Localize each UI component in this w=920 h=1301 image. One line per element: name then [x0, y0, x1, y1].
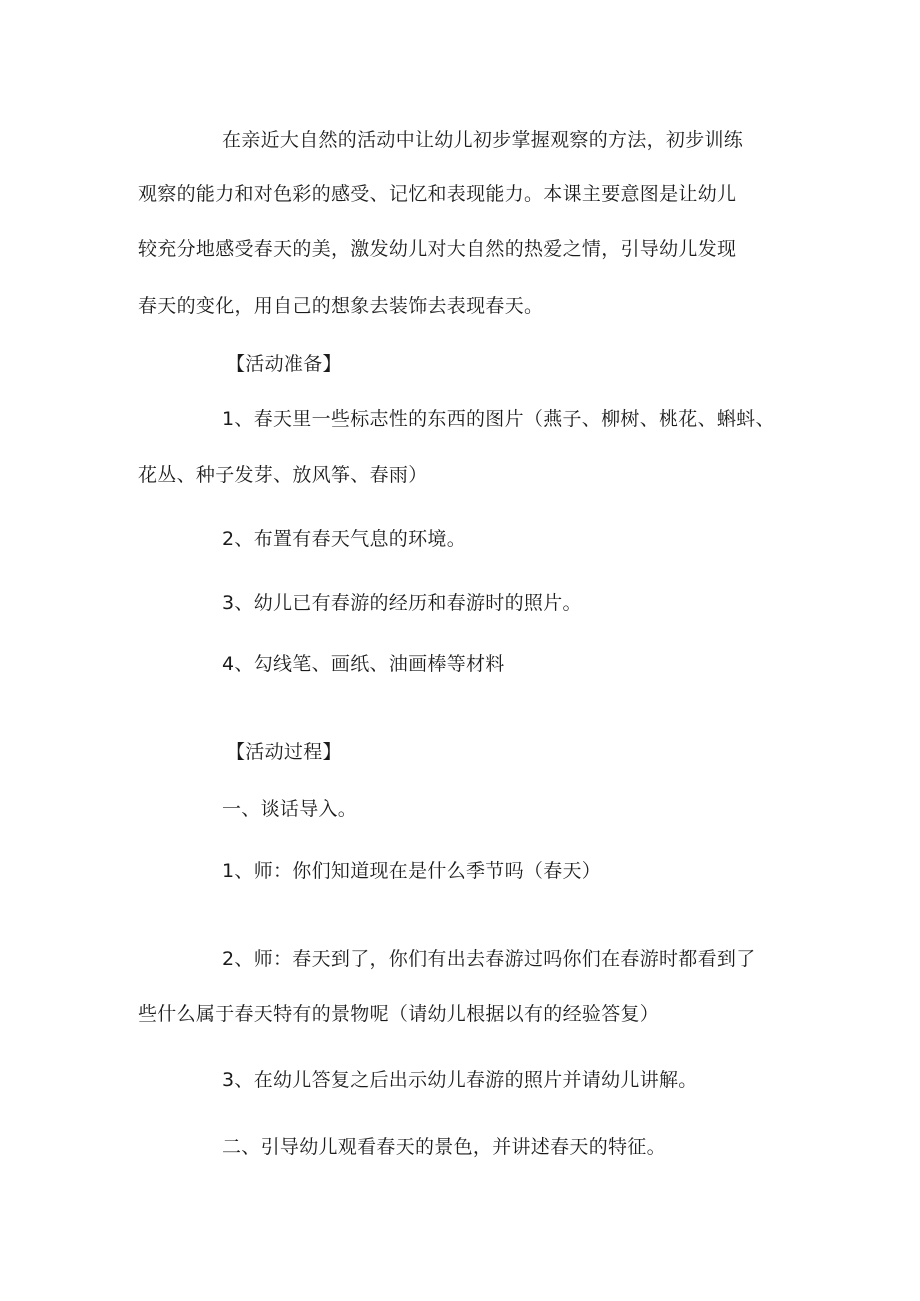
- process-question-2-line-2: 些什么属于春天特有的景物呢（请幼儿根据以有的经验答复）: [138, 1003, 660, 1025]
- preparation-item-1-line-1: 1、春天里一些标志性的东西的图片（燕子、柳树、桃花、蝌蚪、: [222, 408, 775, 430]
- intro-line-3: 较充分地感受春天的美，激发幼儿对大自然的热爱之情，引导幼儿发现: [138, 238, 737, 260]
- preparation-item-4: 4、勾线笔、画纸、油画棒等材料: [222, 653, 505, 675]
- process-step-2: 二、引导幼儿观看春天的景色，并讲述春天的特征。: [222, 1136, 666, 1158]
- process-question-3: 3、在幼儿答复之后出示幼儿春游的照片并请幼儿讲解。: [222, 1069, 698, 1091]
- preparation-item-1-line-2: 花丛、种子发芽、放风筝、春雨）: [138, 464, 428, 486]
- process-step-1: 一、谈话导入。: [222, 798, 358, 820]
- process-heading: 【活动过程】: [226, 741, 342, 763]
- process-question-2-line-1: 2、师：春天到了，你们有出去春游过吗你们在春游时都看到了: [222, 948, 756, 970]
- preparation-item-2: 2、布置有春天气息的环境。: [222, 528, 466, 550]
- preparation-item-3: 3、幼儿已有春游的经历和春游时的照片。: [222, 592, 582, 614]
- intro-line-1: 在亲近大自然的活动中让幼儿初步掌握观察的方法，初步训练: [222, 129, 744, 151]
- preparation-heading: 【活动准备】: [226, 353, 342, 375]
- process-question-1: 1、师：你们知道现在是什么季节吗（春天）: [222, 860, 602, 882]
- intro-line-4: 春天的变化，用自己的想象去装饰去表现春天。: [138, 295, 544, 317]
- intro-line-2: 观察的能力和对色彩的感受、记忆和表现能力。本课主要意图是让幼儿: [138, 183, 737, 205]
